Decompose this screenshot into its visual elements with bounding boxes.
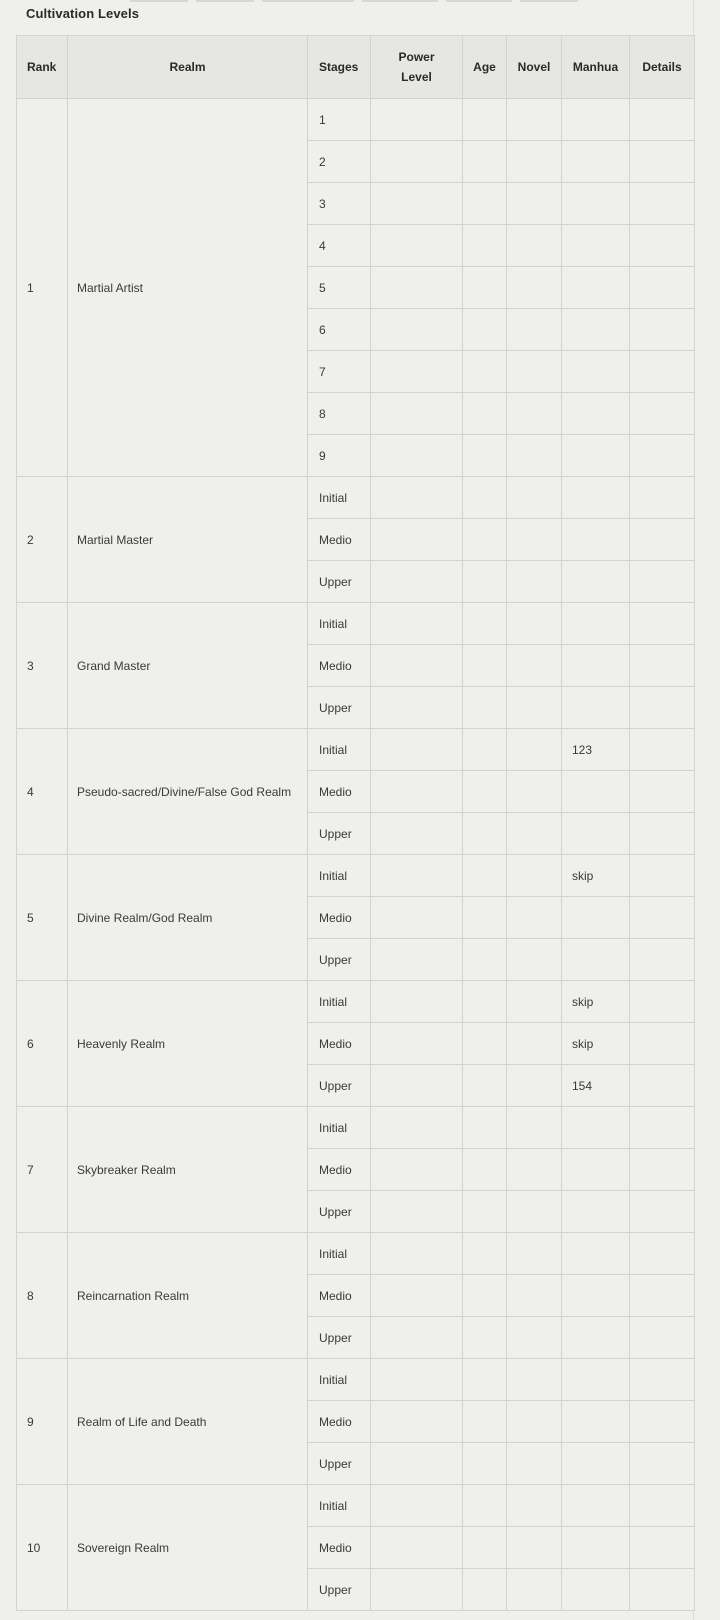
rank-cell: 2 — [17, 477, 68, 603]
manhua-cell — [562, 897, 630, 939]
power-level-cell — [371, 1107, 463, 1149]
realm-cell: Martial Master — [68, 477, 308, 603]
novel-cell — [507, 141, 562, 183]
stage-cell: Initial — [308, 1485, 371, 1527]
stage-cell: Upper — [308, 687, 371, 729]
novel-cell — [507, 645, 562, 687]
stage-cell: 9 — [308, 435, 371, 477]
rank-cell: 4 — [17, 729, 68, 855]
realm-cell: Grand Master — [68, 603, 308, 729]
stage-cell: Upper — [308, 813, 371, 855]
manhua-cell — [562, 1485, 630, 1527]
manhua-cell — [562, 1527, 630, 1569]
power-level-cell — [371, 897, 463, 939]
age-cell — [463, 267, 507, 309]
novel-cell — [507, 1485, 562, 1527]
age-cell — [463, 1317, 507, 1359]
power-level-cell — [371, 183, 463, 225]
realm-cell: Heavenly Realm — [68, 981, 308, 1107]
power-level-cell — [371, 1065, 463, 1107]
novel-cell — [507, 1527, 562, 1569]
stage-cell: Upper — [308, 1569, 371, 1611]
age-cell — [463, 687, 507, 729]
age-cell — [463, 435, 507, 477]
rank-cell: 5 — [17, 855, 68, 981]
novel-cell — [507, 309, 562, 351]
stage-cell: Initial — [308, 477, 371, 519]
details-cell — [630, 477, 695, 519]
manhua-cell — [562, 1107, 630, 1149]
novel-cell — [507, 1443, 562, 1485]
novel-cell — [507, 225, 562, 267]
manhua-cell — [562, 687, 630, 729]
novel-cell — [507, 1191, 562, 1233]
power-level-cell — [371, 477, 463, 519]
power-level-cell — [371, 1149, 463, 1191]
power-level-cell — [371, 225, 463, 267]
stage-cell: 1 — [308, 99, 371, 141]
details-cell — [630, 1023, 695, 1065]
manhua-cell — [562, 603, 630, 645]
novel-cell — [507, 813, 562, 855]
age-cell — [463, 1149, 507, 1191]
power-level-cell — [371, 1023, 463, 1065]
stage-cell: Initial — [308, 1359, 371, 1401]
novel-cell — [507, 1149, 562, 1191]
manhua-cell: 154 — [562, 1065, 630, 1107]
column-header-power-level[interactable]: Power Level — [371, 36, 463, 99]
power-level-cell — [371, 561, 463, 603]
age-cell — [463, 309, 507, 351]
novel-cell — [507, 1065, 562, 1107]
manhua-cell — [562, 519, 630, 561]
stage-cell: Medio — [308, 1401, 371, 1443]
details-cell — [630, 981, 695, 1023]
manhua-cell — [562, 1569, 630, 1611]
manhua-cell: skip — [562, 855, 630, 897]
table-caption: Cultivation Levels — [26, 6, 140, 21]
realm-cell: Realm of Life and Death — [68, 1359, 308, 1485]
column-header-rank[interactable]: Rank — [17, 36, 68, 99]
manhua-cell — [562, 1359, 630, 1401]
power-level-cell — [371, 1527, 463, 1569]
manhua-cell — [562, 1443, 630, 1485]
age-cell — [463, 771, 507, 813]
novel-cell — [507, 99, 562, 141]
novel-cell — [507, 855, 562, 897]
power-level-cell — [371, 309, 463, 351]
power-level-cell — [371, 771, 463, 813]
age-cell — [463, 603, 507, 645]
rank-cell: 10 — [17, 1485, 68, 1611]
manhua-cell — [562, 813, 630, 855]
stage-cell: Upper — [308, 1065, 371, 1107]
details-cell — [630, 1107, 695, 1149]
power-level-cell — [371, 1485, 463, 1527]
manhua-cell — [562, 183, 630, 225]
power-level-cell — [371, 687, 463, 729]
power-level-cell — [371, 351, 463, 393]
manhua-cell — [562, 225, 630, 267]
novel-cell — [507, 729, 562, 771]
stage-cell: 8 — [308, 393, 371, 435]
novel-cell — [507, 1401, 562, 1443]
novel-cell — [507, 561, 562, 603]
column-header-manhua[interactable]: Manhua — [562, 36, 630, 99]
rank-cell: 7 — [17, 1107, 68, 1233]
power-level-cell — [371, 729, 463, 771]
stage-cell: Medio — [308, 519, 371, 561]
power-level-cell — [371, 1359, 463, 1401]
table-row — [17, 729, 695, 771]
novel-cell — [507, 183, 562, 225]
realm-cell: Skybreaker Realm — [68, 1107, 308, 1233]
details-cell — [630, 939, 695, 981]
age-cell — [463, 393, 507, 435]
cultivation-levels-table — [16, 35, 695, 1611]
age-cell — [463, 1107, 507, 1149]
details-cell — [630, 1191, 695, 1233]
age-cell — [463, 897, 507, 939]
age-cell — [463, 1023, 507, 1065]
rank-cell: 8 — [17, 1233, 68, 1359]
stage-cell: 6 — [308, 309, 371, 351]
details-cell — [630, 897, 695, 939]
novel-cell — [507, 519, 562, 561]
stage-cell: Initial — [308, 1233, 371, 1275]
power-level-cell — [371, 435, 463, 477]
manhua-cell — [562, 1401, 630, 1443]
age-cell — [463, 1569, 507, 1611]
manhua-cell — [562, 1317, 630, 1359]
manhua-cell — [562, 1275, 630, 1317]
cut-off-tab-strip — [0, 0, 720, 3]
manhua-cell — [562, 393, 630, 435]
novel-cell — [507, 267, 562, 309]
novel-cell — [507, 687, 562, 729]
details-cell — [630, 1233, 695, 1275]
novel-cell — [507, 351, 562, 393]
column-header-realm[interactable]: Realm — [68, 36, 308, 99]
age-cell — [463, 855, 507, 897]
table-row — [17, 477, 695, 519]
novel-cell — [507, 1317, 562, 1359]
stage-cell: 7 — [308, 351, 371, 393]
novel-cell — [507, 435, 562, 477]
power-level-cell — [371, 1191, 463, 1233]
details-cell — [630, 267, 695, 309]
details-cell — [630, 519, 695, 561]
age-cell — [463, 1359, 507, 1401]
novel-cell — [507, 1359, 562, 1401]
age-cell — [463, 1275, 507, 1317]
realm-cell: Martial Artist — [68, 99, 308, 477]
age-cell — [463, 1233, 507, 1275]
novel-cell — [507, 981, 562, 1023]
manhua-cell — [562, 477, 630, 519]
stage-cell: 4 — [308, 225, 371, 267]
table-row — [17, 1107, 695, 1149]
manhua-cell — [562, 1191, 630, 1233]
details-cell — [630, 729, 695, 771]
novel-cell — [507, 771, 562, 813]
power-level-cell — [371, 813, 463, 855]
stage-cell: Upper — [308, 1317, 371, 1359]
stage-cell: Medio — [308, 1149, 371, 1191]
novel-cell — [507, 1569, 562, 1611]
power-level-cell — [371, 645, 463, 687]
table-row — [17, 1485, 695, 1527]
stage-cell: Medio — [308, 1023, 371, 1065]
details-cell — [630, 1317, 695, 1359]
age-cell — [463, 351, 507, 393]
stage-cell: Initial — [308, 855, 371, 897]
power-level-cell — [371, 1317, 463, 1359]
rank-cell: 3 — [17, 603, 68, 729]
details-cell — [630, 1275, 695, 1317]
manhua-cell — [562, 99, 630, 141]
power-level-cell — [371, 1569, 463, 1611]
power-level-cell — [371, 1443, 463, 1485]
stage-cell: Initial — [308, 603, 371, 645]
table-row — [17, 99, 695, 141]
novel-cell — [507, 1107, 562, 1149]
stage-cell: Medio — [308, 1527, 371, 1569]
power-level-cell — [371, 981, 463, 1023]
manhua-cell — [562, 645, 630, 687]
table-row — [17, 1233, 695, 1275]
manhua-cell — [562, 939, 630, 981]
power-level-cell — [371, 1401, 463, 1443]
details-cell — [630, 1485, 695, 1527]
details-cell — [630, 225, 695, 267]
age-cell — [463, 99, 507, 141]
table-row — [17, 1359, 695, 1401]
details-cell — [630, 771, 695, 813]
power-level-cell — [371, 141, 463, 183]
details-cell — [630, 1401, 695, 1443]
details-cell — [630, 1149, 695, 1191]
details-cell — [630, 561, 695, 603]
stage-cell: Medio — [308, 771, 371, 813]
power-level-cell — [371, 519, 463, 561]
table-row — [17, 855, 695, 897]
novel-cell — [507, 1275, 562, 1317]
details-cell — [630, 99, 695, 141]
novel-cell — [507, 477, 562, 519]
age-cell — [463, 981, 507, 1023]
manhua-cell — [562, 1233, 630, 1275]
manhua-cell — [562, 1149, 630, 1191]
age-cell — [463, 561, 507, 603]
age-cell — [463, 519, 507, 561]
details-cell — [630, 813, 695, 855]
manhua-cell — [562, 267, 630, 309]
table-header-row — [17, 36, 695, 99]
stage-cell: Medio — [308, 1275, 371, 1317]
column-header-age[interactable]: Age — [463, 36, 507, 99]
column-header-details[interactable]: Details — [630, 36, 695, 99]
power-level-cell — [371, 1233, 463, 1275]
age-cell — [463, 1065, 507, 1107]
stage-cell: Medio — [308, 897, 371, 939]
age-cell — [463, 645, 507, 687]
details-cell — [630, 645, 695, 687]
manhua-cell — [562, 435, 630, 477]
realm-cell: Pseudo-sacred/Divine/False God Realm — [68, 729, 308, 855]
manhua-cell — [562, 561, 630, 603]
stage-cell: Medio — [308, 645, 371, 687]
details-cell — [630, 687, 695, 729]
age-cell — [463, 225, 507, 267]
realm-cell: Sovereign Realm — [68, 1485, 308, 1611]
stage-cell: Initial — [308, 1107, 371, 1149]
novel-cell — [507, 603, 562, 645]
power-level-cell — [371, 99, 463, 141]
stage-cell: Upper — [308, 1443, 371, 1485]
realm-cell: Divine Realm/God Realm — [68, 855, 308, 981]
details-cell — [630, 393, 695, 435]
novel-cell — [507, 1233, 562, 1275]
stage-cell: 3 — [308, 183, 371, 225]
table-row — [17, 981, 695, 1023]
details-cell — [630, 183, 695, 225]
manhua-cell — [562, 771, 630, 813]
column-header-novel[interactable]: Novel — [507, 36, 562, 99]
rank-cell: 1 — [17, 99, 68, 477]
power-level-cell — [371, 1275, 463, 1317]
age-cell — [463, 477, 507, 519]
novel-cell — [507, 939, 562, 981]
details-cell — [630, 309, 695, 351]
details-cell — [630, 1065, 695, 1107]
details-cell — [630, 435, 695, 477]
details-cell — [630, 1569, 695, 1611]
age-cell — [463, 1401, 507, 1443]
stage-cell: Upper — [308, 561, 371, 603]
manhua-cell — [562, 351, 630, 393]
power-level-cell — [371, 267, 463, 309]
column-header-stages[interactable]: Stages — [308, 36, 371, 99]
stage-cell: Upper — [308, 1191, 371, 1233]
manhua-cell — [562, 309, 630, 351]
details-cell — [630, 603, 695, 645]
manhua-cell — [562, 141, 630, 183]
age-cell — [463, 1527, 507, 1569]
power-level-cell — [371, 603, 463, 645]
stage-cell: 2 — [308, 141, 371, 183]
age-cell — [463, 729, 507, 771]
power-level-cell — [371, 939, 463, 981]
realm-cell: Reincarnation Realm — [68, 1233, 308, 1359]
age-cell — [463, 939, 507, 981]
details-cell — [630, 1527, 695, 1569]
details-cell — [630, 351, 695, 393]
stage-cell: Initial — [308, 729, 371, 771]
age-cell — [463, 1191, 507, 1233]
age-cell — [463, 1443, 507, 1485]
details-cell — [630, 141, 695, 183]
novel-cell — [507, 393, 562, 435]
stage-cell: Initial — [308, 981, 371, 1023]
details-cell — [630, 855, 695, 897]
rank-cell: 9 — [17, 1359, 68, 1485]
stage-cell: 5 — [308, 267, 371, 309]
rank-cell: 6 — [17, 981, 68, 1107]
age-cell — [463, 813, 507, 855]
power-level-cell — [371, 855, 463, 897]
stage-cell: Upper — [308, 939, 371, 981]
table-body — [17, 99, 695, 1611]
power-level-cell — [371, 393, 463, 435]
age-cell — [463, 141, 507, 183]
novel-cell — [507, 897, 562, 939]
table-row — [17, 603, 695, 645]
manhua-cell: 123 — [562, 729, 630, 771]
novel-cell — [507, 1023, 562, 1065]
manhua-cell: skip — [562, 981, 630, 1023]
age-cell — [463, 1485, 507, 1527]
manhua-cell: skip — [562, 1023, 630, 1065]
details-cell — [630, 1359, 695, 1401]
details-cell — [630, 1443, 695, 1485]
age-cell — [463, 183, 507, 225]
